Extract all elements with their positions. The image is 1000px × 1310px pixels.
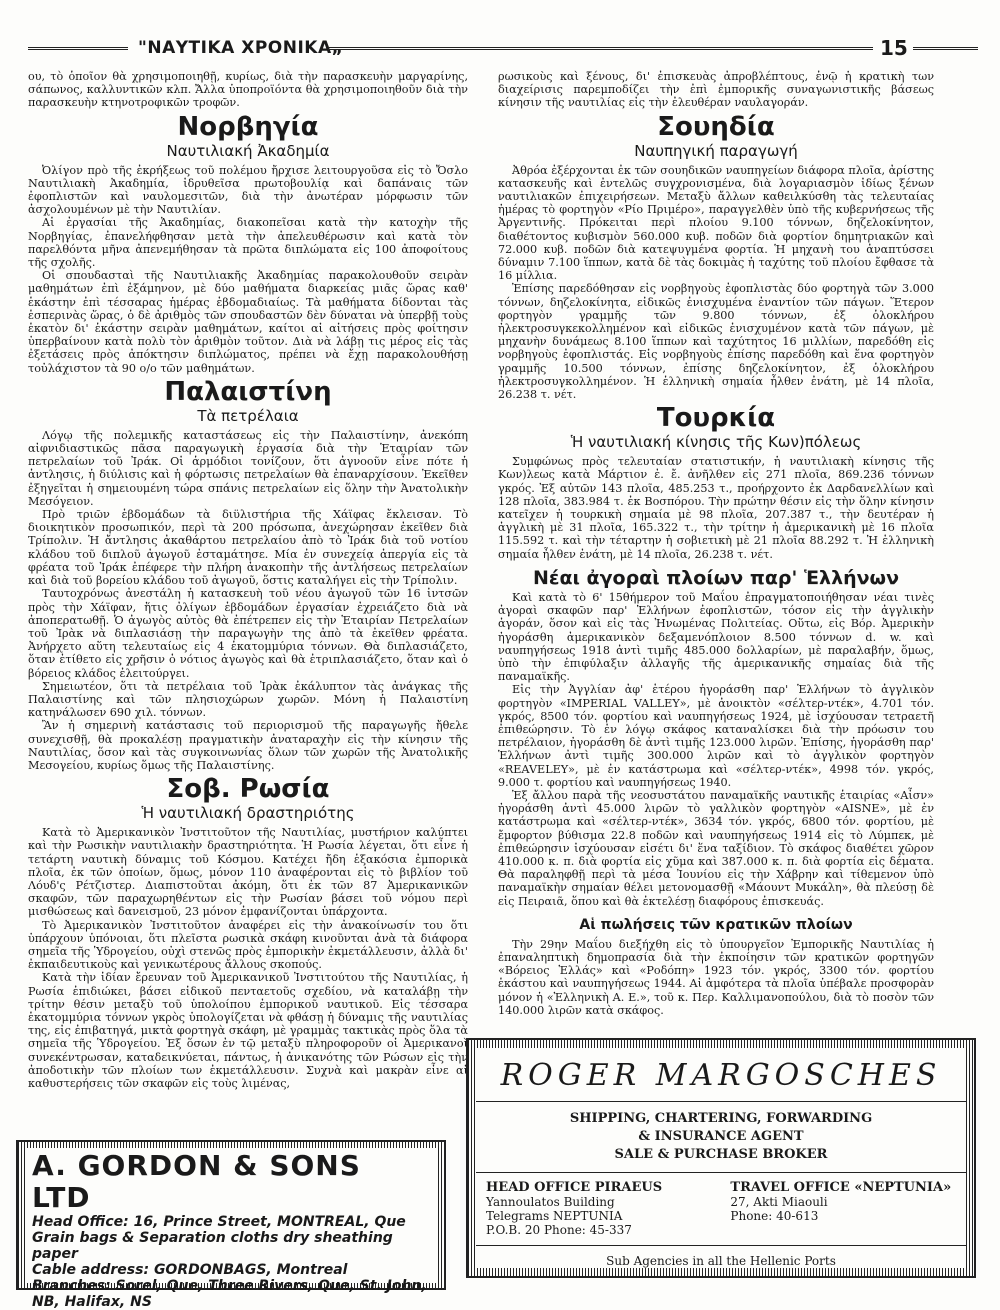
paragraph: Ἐπίσης παρεδόθησαν εἰς νορβηγοὺς ἐφοπλιστὰς δύο φορτηγὰ τῶν 3.000 τόννων, δηζελοκίνητα, εἰδικῶς ἐνισχυμένα ἐναντίον τῶν πάγων. Ἕτερον φορτηγὸν γραμμῆς τῶν 9.800 τόννων, ἐξ ὁλοκλήρου ἠλεκτροσυγκεκολλημένον καὶ εἰδικῶς ἐνισχυμένον κατὰ τῶν πάγων, μὲ μηχανὴν δυνάμεως 8.100 ἵππων καὶ ταχύτητος 16 μιλλίων, παρεδόθη εἰς νορβηγοὺς ἐφοπλιστάς. Εἰς νορβηγοὺς ἐπίσης παρεδόθη καὶ ἕνα φορτηγὸν γραμμῆς 10.500 τόννων, ἐπίσης δηζελοκίνητον, ἐξ ὁλοκλήρου ἠλεκτροσυγκολλημένον. Ἡ ἑλληνικὴ σημαία ἦλθεν ἐνάτη, μὲ 14 πλοῖα, 26.238 τ. νέτ.	[498, 282, 934, 402]
paragraph: Οἱ σπουδασταὶ τῆς Ναυτιλιακῆς Ἀκαδημίας παρακολουθοῦν σειρὰν μαθημάτων ἐπὶ ἑξάμηνον, μὲ δύο μαθήματα διαρκείας μιᾶς ὥρας καθ' ἑκάστην ἐπὶ τέσσαρας ἡμέρας ἑβδομαδιαίως. Τὰ μαθήματα δίδονται τὰς ἑσπερινὰς ὥρας, ὁ δὲ ἀριθμὸς τῶν σπουδαστῶν δὲν δύναται νὰ ὑπερβῇ τοὺς ἑκατὸν δι' ἑκάστην σειρὰν μαθημάτων, καίτοι αἱ αἰτήσεις πρὸς φοίτησιν ὑπερβαίνουν κατὰ πολὺ τὸν ἀριθμὸν τοῦτον. Διὰ νὰ λάβῃ τις μέρος εἰς τὰς ἐξετάσεις πρὸς ἀπόκτησιν διπλώματος, πρέπει νὰ ἔχῃ παρακολουθήσῃ τοὐλάχιστον τὰ 90 ο/ο τῶν μαθημάτων.	[28, 269, 468, 375]
page-header	[28, 38, 978, 58]
right-column	[498, 70, 934, 1030]
head-office-line: Yannoulatos Building	[486, 1195, 615, 1209]
article-greek-purchases	[498, 566, 934, 908]
travel-office-line: Phone: 40-613	[730, 1209, 819, 1223]
paragraph: Πρὸ τριῶν ἑβδομάδων τὰ διϋλιστήρια τῆς Χάϊφας ἔκλεισαν. Τὸ διοικητικὸν προσωπικόν, περὶ τὰ 200 πρόσωπα, ἀνεχώρησαν ἐκεῖθεν διὰ Τρίπολιν. Ἡ ἄντλησις ἀκαθάρτου πετρελαίου ἀπὸ τὸ Ἰράκ διὰ τοῦ νοτίου κλάδου τοῦ διπλοῦ ἀγωγοῦ ἐσταμάτησε. Μία ἐν συνεχείᾳ ἀπεργία εἰς τὰ φρέατα τοῦ Ἰράκ ἐπέφερε τὴν πλήρη ἀνακοπὴν τῆς ἀντλήσεως πετρελαίων καὶ διὰ τοῦ βορείου κλάδου τοῦ ἀγωγοῦ, ὅστις καταλήγει εἰς τὴν Τρίπολιν.	[28, 508, 468, 588]
header-rule-middle	[328, 47, 873, 50]
left-column	[28, 70, 468, 1136]
article-subtitle: Ἡ ναυτιλιακή δραστηριότης	[141, 804, 355, 823]
paragraph: Αἱ ἐργασίαι τῆς Ἀκαδημίας, διακοπεῖσαι κατὰ τὴν κατοχὴν τῆς Νορβηγίας, ἐπανελήφθησαν μετὰ τὴν ἀπελευθέρωσιν καὶ κατὰ τὸν παρελθόντα μῆνα ἀπενεμήθησαν τὰ πρῶτα διπλώματα εἰς 100 ἀποφοίτους τῆς σχολῆς.	[28, 216, 468, 270]
continued-text: ου, τὸ ὁποῖον θὰ χρησιμοποιηθῇ, κυρίως, διὰ τὴν παρασκευὴν μαργαρίνης, σάπωνος, καλλυντικῶν κλπ. Ἄλλα ὑποπροϊόντα θὰ χρησιμοποιηθοῦν διὰ τὴν παρασκευὴν κτηνοτροφικῶν τροφῶν.	[28, 70, 468, 110]
advertisement-gordon	[16, 1140, 446, 1310]
paragraph: Εἰς τὴν Ἀγγλίαν ἀφ' ἑτέρου ἠγοράσθη παρ' Ἑλλήνων τὸ ἀγγλικὸν φορτηγὸν «IMPERIAL VALLEY», μὲ ἀνοικτὸν «σέλτερ-ντέκ», 4.701 τόν. γκρός, 8500 τόν. φορτίου καὶ ναυπηγήσεως 1924, μὲ ἰσχύουσαν τετραετῆ ἐπιθεώρησιν. Τὸ ἐν λόγῳ σκάφος καταναλίσκει διὰ τὴν πρόωσιν του πετρέλαιον, ἠγοράσθη δὲ ἀντὶ τιμῆς 123.000 λιρῶν. Ἐπίσης, ἠγοράσθη παρ' Ἑλλήνων ἀντὶ τιμῆς 300.000 λιρῶν καὶ τὸ ἀγγλικὸν φορτηγὸν «REAVELEY», μὲ ἐν κατάστρωμα καὶ «σέλτερ-ντέκ», 4998 τόν. γκρός, 9.000 τ. φορτίου καὶ ναυπηγήσεως 1940.	[498, 683, 934, 789]
article-state-ships	[498, 916, 934, 1017]
article-title: Σοβ. Ρωσία	[166, 774, 330, 805]
travel-office-block	[730, 1181, 956, 1237]
head-office: Head Office: 16, Prince Street, MONTREAL, Que	[32, 1214, 406, 1230]
paragraph: Λόγῳ τῆς πολεμικῆς καταστάσεως εἰς τὴν Παλαιστίνην, ἀνεκόπη αἰφνιδιαστικῶς πᾶσα παραγωγικὴ ἐργασία διὰ τὴν Ἑταιρίαν τῶν πετρελαίων τοῦ Ἰράκ. Οἱ ἁρμόδιοι τονίζουν, ὅτι ἀγνοοῦν εἶνε πότε ἡ ἀντλησις, ἡ διύλισις καὶ ἡ φόρτωσις πετρελαίων θὰ ἐπαναρχίσουν. Ἐκεῖθεν ἐξηγεῖται ἡ σημειουμένη τώρα σπάνις πετρελαίων εἰς ὅλην τὴν Ἀνατολικὴν Μεσόγειον.	[28, 428, 468, 508]
divider	[476, 1172, 966, 1173]
services-line: SALE & PURCHASE BROKER	[614, 1147, 828, 1162]
article-palestine	[28, 377, 468, 772]
article-turkey	[498, 403, 934, 561]
article-sweden	[498, 112, 934, 402]
services-line: SHIPPING, CHARTERING, FORWARDING	[569, 1111, 873, 1126]
branches: Branches: Sorel, Que, Three Rivers, Que, St. John,	[32, 1278, 427, 1294]
divider	[476, 1245, 966, 1246]
company-name: ROGER MARGOSCHES	[500, 1058, 942, 1093]
ad-content	[26, 1148, 436, 1310]
paragraph: Κατὰ τὴν ἰδίαν ἔρευναν τοῦ Ἀμερικανικοῦ Ἰνστιτούτου τῆς Ναυτιλίας, ἡ Ρωσία ἐπιδιώκει, βάσει εἰδικοῦ πενταετοῦς σχεδίου, νὰ καταλάβῃ τὴν τρίτην θέσιν μεταξὺ τοῦ ὑπολοίπου ἐμπορικοῦ ναυτικοῦ. Εἰς τέσσαρα ἑκατομμύρια τόννων γκρὸς ὑπολογίζεται νὰ φθάσῃ ἡ δύναμις τῆς ναυτιλίας της, εἰς ἐπιβατηγά, μικτὰ φορτηγὰ σκάφη, μὲ γραμμὰς τακτικὰς πρὸς ὅλα τὰ σημεῖα τῆς Ὑδρογείου. Ἐξ ὅσων ἐν τῷ μεταξὺ πληροφοροῦν οἱ Ἀμερικανοὶ συνεκέντρωσαν, καταδεικνύεται, πάντως, ἡ ἀνικανότης τῶν Ρώσων εἰς τὴν ἀποδοτικὴν τῶν πλοίων των ἐκμετάλλευσιν. Συχνὰ καὶ μακρὰν εἶνε αἱ καθυστερήσεις τῶν σκαφῶν εἰς τοὺς λιμένας,	[28, 971, 468, 1090]
head-office-block	[486, 1181, 730, 1237]
paragraph: Ὀλίγον πρὸ τῆς ἐκρήξεως τοῦ πολέμου ἤρχισε λειτουργοῦσα εἰς τὸ Ὄσλο Ναυτιλιακὴ Ἀκαδημία, ἱδρυθεῖσα πρωτοβουλίᾳ καὶ δαπάναις τῶν ἐφοπλιστῶν καὶ ναυλομεσιτῶν, διὰ τὴν ἀνωτέραν μόρφωσιν τῶν ἀσχολουμένων μὲ τὴν Ναυτιλίαν.	[28, 163, 468, 217]
company-name: A. GORDON & SONS LTD	[32, 1149, 361, 1214]
article-title: Αἱ πωλήσεις τῶν κρατικῶν πλοίων	[579, 916, 853, 933]
header-rule-left	[28, 47, 128, 50]
paragraph: Ἂν ἡ σημερινὴ κατάστασις τοῦ περιορισμοῦ τῆς παραγωγῆς ἤθελε συνεχισθῇ, θὰ προκαλέσῃ πραγματικὴν ἀναταραχὴν εἰς τὴν κίνησιν τῆς Ναυτιλίας, ὅσον καὶ τὰς συγκοινωνίας ὅλων τῶν χωρῶν τῆς Ἀνατολικῆς Μεσογείου, κυρίως ὅμως τῆς Παλαιστίνης.	[28, 719, 468, 772]
branches-cont: NB, Halifax, NS	[32, 1294, 152, 1310]
page-number: 15	[880, 36, 908, 60]
sub-agencies-note: Sub Agencies in all the Hellenic Ports	[606, 1254, 836, 1268]
paragraph: Ἐξ ἄλλου παρὰ τῆς νεοσυστάτου παναμαϊκῆς ναυτικῆς ἑταιρίας «Αἶσν» ἠγοράσθη ἀντὶ 45.000 λιρῶν τὸ γαλλικὸν φορτηγὸν «AISNE», μὲ ἐν κατάστρωμα καὶ «σέλτερ-ντέκ», 3634 τόν. γκρός, 6800 τόν. φορτίου, μὲ ἔμφορτον βύθισμα 22.8 ποδῶν καὶ ναυπηγήσεως 1914 εἰς τὸ Λύμπεκ, μὲ ἐπιθεώρησιν ἰσχύουσαν εἰσέτι δι' ἕνα ταξίδιον. Τὸ σκάφος διαθέτει χῶρον 410.000 κ. π. διὰ φορτία εἰς χῦμα καὶ 387.000 κ. π. διὰ φορτία εἰς δέματα. Θὰ παραληφθῇ περὶ τὰ μέσα Ἰουνίου εἰς τὴν Χάβρην καὶ τίθεμενον ὑπὸ παναμαϊκὴν σημαίαν θέλει μετονομασθῇ «Μάουντ Μυκάλη», θὰ πλεύσῃ δὲ εἰς Πειραιᾶ, ὅπου καὶ θὰ ἐκτελέσῃ διαφόρους ἐπισκευάς.	[498, 788, 934, 908]
paragraph: Σημειωτέον, ὅτι τὰ πετρέλαια τοῦ Ἰρὰκ ἐκάλυπτον τὰς ἀνάγκας τῆς Παλαιστίνης καὶ τῶν πλησιοχώρων χωρῶν. Μόνη ἡ Παλαιστίνη κατηνάλωσεν 690 χιλ. τόννων.	[28, 679, 468, 720]
paragraph: Τὸ Ἀμερικανικὸν Ἰνστιτοῦτον ἀναφέρει εἰς τὴν ἀνακοίνωσίν του ὅτι ὑπάρχουν ὑπόνοιαι, ὅτι πλεῖστα ρωσικὰ σκάφη κινοῦνται ἀνὰ τὰ διάφορα σημεῖα τῆς Ὑδρογείου, οὐχὶ στενῶς πρὸς ἐμπορικὴν ἐκμετάλλευσιν, ἀλλὰ δι' ἐκπαιδευτικοὺς καὶ γενικωτέρους ἄλλους σκοπούς.	[28, 918, 468, 972]
article-title: Τουρκία	[656, 403, 776, 434]
article-title: Παλαιστίνη	[164, 376, 332, 407]
paragraph: Κατὰ τὸ Ἀμερικανικὸν Ἰνστιτοῦτον τῆς Ναυτιλίας, μυστήριον καλύπτει καὶ τὴν Ρωσικὴν ναυτιλιακὴν δραστηριότητα. Ἡ Ρωσία λέγεται, ὅτι εἶνε ἡ τετάρτη ναυτικὴ δύναμις τοῦ Κόσμου. Κατέχει ἤδη ἑξακόσια ἐμπορικὰ πλοῖα, ἐκ τῶν ὁποίων, ὅμως, μόνον 110 ἀναφέρονται εἰς τὸ βιβλίον τοῦ Λόυδ'ς Ρέτζιστερ. Διαπιστοῦται ἀκόμη, ὅτι ἐκ τῶν 87 Ἀμερικανικῶν σκαφῶν, τῶν παραχωρηθέντων εἰς τὴν Ρωσίαν βάσει τοῦ νόμου περὶ μισθώσεως καὶ δανεισμοῦ, 23 μόνον ἐμφανίζονται ὑπάρχοντα.	[28, 826, 468, 919]
article-title: Νέαι ἀγοραὶ πλοίων παρ' Ἑλλήνων	[532, 566, 900, 589]
paragraph: Καὶ κατὰ τὸ 6' 15θήμερον τοῦ Μαΐου ἐπραγματοποιήθησαν νέαι τινὲς ἀγοραὶ σκαφῶν παρ' Ἑλλήνων ἐφοπλιστῶν, τόσον εἰς τὴν ἀγγλικὴν ἀγοράν, ὅσον καὶ εἰς τὰς Ἡνωμένας Πολιτείας. Οὕτω, εἰς Βόρ. Ἀμερικὴν ἠγοράσθη ἀμερικανικὸν δεξαμενόπλοιον 8.500 τόννων d. w. καὶ ναυπηγήσεως 1918 ἀντὶ τιμῆς 485.000 δολλαρίων, μὲ παραλαβήν, ὅμως, ὑπὸ τὴν ἐπιφύλαξιν ἀλλαγῆς τῆς ἀμερικανικῆς σημαίας διὰ τῆς παναμαϊκῆς.	[498, 590, 934, 684]
head-office-title: HEAD OFFICE PIRAEUS	[486, 1180, 663, 1195]
head-office-line: Telegrams NEPTUNIA	[486, 1209, 623, 1223]
travel-office-title: TRAVEL OFFICE «NEPTUNIA»	[730, 1180, 952, 1195]
paragraph: Ταυτοχρόνως ἀνεστάλη ἡ κατασκευὴ τοῦ νέου ἀγωγοῦ τῶν 16 ἰντσῶν πρὸς τὴν Χάϊφαν, ἥτις ὀλίγων ἑβδομάδων ἐργασίαν ἐχρειάζετο διὰ νὰ ἀποπερατωθῇ. Ὁ ἀγωγὸς αὐτὸς θὰ ἐπέτρεπεν εἰς τὴν Ἑταιρίαν Πετρελαίων τοῦ Ἰρὰκ νὰ διπλασιάσῃ τὴν παραγωγὴν της ἀπὸ τὰ ἐκεῖθεν φρέατα. Ἀνήρχετο αὕτη τελευταίως εἰς 4 ἑκατομμύρια τόννων. Θὰ διπλασιάζετο, ὅταν ἐτίθετο εἰς χρῆσιν ὁ νότιος ἀγωγὸς καὶ θὰ ἐτριπλασιάζετο, ὅταν καὶ ὁ βόρειος κλάδος ἐλειτούργει.	[28, 587, 468, 680]
travel-office-line: 27, Akti Miaouli	[730, 1195, 828, 1209]
article-subtitle: Ἡ ναυτιλιακή κίνησις τῆς Κων)πόλεως	[570, 433, 862, 452]
article-title: Σουηδία	[657, 111, 775, 142]
advertisement-roger-margosches	[466, 1038, 976, 1278]
paragraph: Τὴν 29ην Μαΐου διεξήχθη εἰς τὸ ὑπουργεῖον Ἐμπορικῆς Ναυτιλίας ἡ ἐπαναληπτικὴ δημοπρασία διὰ τὴν ἐκποίησιν τῶν κρατικῶν φορτηγῶν «Βόρειος Ἑλλάς» καὶ «Ροδόπη» 1923 τόν. γκρός, 3300 τόν. φορτίου ἑκάστου καὶ ναυπηγήσεως 1944. Αἱ ἀμφότερα τὰ πλοῖα ὑπέβαλε προσφορὰν μόνον ἡ «Ἑλληνικὴ Α. Ε.», τοῦ κ. Περ. Καλλιμανοπούλου, διὰ τὸ ποσὸν τῶν 140.000 λιρῶν κατὰ σκάφος.	[498, 937, 934, 1017]
ad-content	[476, 1048, 966, 1268]
article-subtitle: Ναυτιλιακή Ἀκαδημία	[166, 141, 330, 160]
head-office-line: P.O.B. 20 Phone: 45-337	[486, 1223, 632, 1237]
services-line: & INSURANCE AGENT	[638, 1129, 804, 1144]
article-subtitle: Τὰ πετρέλαια	[197, 406, 299, 425]
publication-title: "ΝΑΥΤΙΚΑ ΧΡΟΝΙΚΑ„	[138, 38, 344, 58]
products: Grain bags & Separation cloths dry sheathing paper	[32, 1230, 393, 1262]
paragraph: Συμφώνως πρὸς τελευταίαν στατιστικήν, ἡ ναυτιλιακὴ κίνησις τῆς Κων)λεως κατὰ Μάρτιον ἐ. ἔ. ἀνῆλθεν εἰς 271 πλοῖα, 869.236 τόννων γκρός. Ἐξ αὐτῶν 143 πλοῖα, 485.253 τ., προήρχοντο ἐκ Δαρδανελλίων καὶ 128 πλοῖα, 383.984 τ. ἐκ Βοσπόρου. Τὴν πρώτην θέσιν εἰς τὴν ὅλην κίνησιν κατεῖχεν ἡ τουρκικὴ σημαία μὲ 98 πλοῖα, 207.387 τ., τὴν δευτέραν ἡ ἀγγλικὴ μὲ 31 πλοῖα, 165.322 τ., τὴν τρίτην ἡ ἀμερικανικὴ μὲ 16 πλοῖα 115.592 τ. καὶ τὴν τέταρτην ἡ σοβιετικὴ μὲ 21 πλοῖα 88.292 τ. Ἡ ἑλληνικὴ σημαία ἦλθεν ἐνάτη, μὲ 14 πλοῖα, 26.238 τ. νέτ.	[498, 455, 934, 561]
continued-text: ρωσικοὺς καὶ ξένους, δι' ἐπισκευὰς ἀπροβλέπτους, ἐνῷ ἡ κρατικὴ των διαχείρισις παρεμποδίζει τὴν ἐπὶ ἐμπορικῆς συναγωνιστικῆς βάσεως κίνησιν τῆς ναυτιλίας εἰς τὴν ἐλευθέραν ναυλαγοράν.	[498, 70, 934, 110]
article-subtitle: Ναυπηγική παραγωγή	[634, 141, 798, 160]
paragraph: Ἀθρόα ἐξέρχονται ἐκ τῶν σουηδικῶν ναυπηγείων διάφορα πλοῖα, ἀρίστης κατασκευῆς καὶ ἐντελῶς συγχρονισμένα, διὰ λογαριασμὸν ἰδίως ξένων ναυτιλιακῶν ἐπιχειρήσεων. Μεταξὺ ἄλλων καθειλκύσθη τὰς τελευταίας ἡμέρας τὸ φορτηγὸν «Ρίο Πριμέρο», παραγγελθὲν ὑπὸ τῆς κυβερνήσεως τῆς Ἀργεντινῆς. Πρόκειται περὶ πλοίου 9.100 τόννων, δηζελοκίνητον, διαθέτοντος κυβισμὸν 560.000 κυβ. ποδῶν διὰ φορτίον δημητριακῶν καὶ 72.000 κυβ. ποδῶν διὰ κατεψυγμένα φορτία. Ἡ μηχανὴ του ἀναπτύσσει δύναμιν 7.100 ἵππων, κατὰ δὲ τὰς δοκιμὰς ἡ ταχύτης τοῦ πλοίου ἔφθασε τὰ 16 μίλλια.	[498, 163, 934, 283]
article-ussr	[28, 774, 468, 1090]
cable-address: Cable address: GORDONBAGS, Montreal	[32, 1262, 348, 1278]
header-rule-right	[913, 47, 978, 50]
divider	[476, 1101, 966, 1102]
article-norway	[28, 112, 468, 375]
article-title: Νορβηγία	[177, 111, 319, 142]
office-details	[476, 1181, 966, 1237]
